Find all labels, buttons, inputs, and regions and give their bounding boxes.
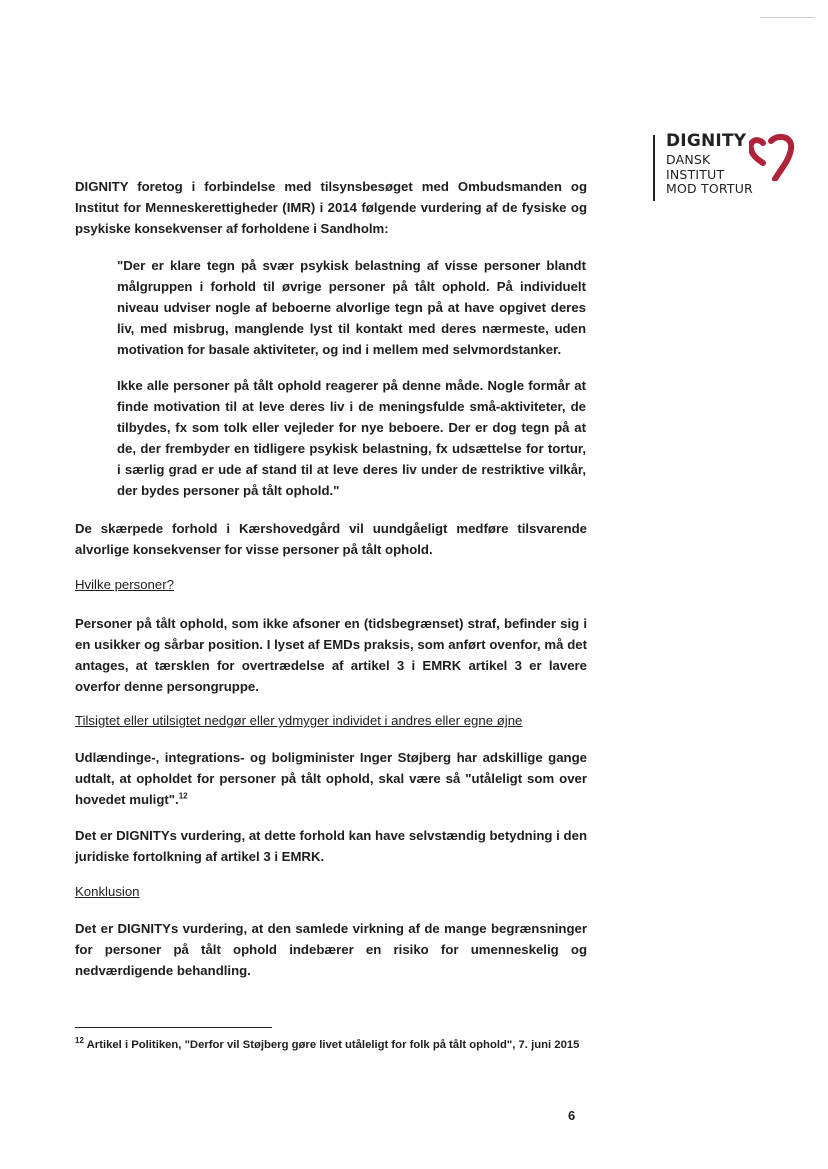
logo-text bbox=[666, 133, 753, 197]
top-rule bbox=[760, 17, 815, 18]
kaershovedgaard-paragraph: De skærpede forhold i Kærshovedgård vil uundgåeligt medføre tilsvarende alvorlige konsekvenser for visse personer på tålt ophold. bbox=[75, 521, 587, 557]
quote-paragraph-2: Ikke alle personer på tålt ophold reagerer på denne måde. Nogle formår at finde motivation til at leve deres liv i de meningsfulde små-aktiviteter, de tilbydes, fx som tolk eller vejleder for nye beboere. Der er dog tegn på at de, der frembyder en tidligere psykisk belastning, fx udsættelse for tortur, i særlig grad er ude af stand til at leve deres liv under de restriktive vilkår, der bydes personer på tålt ophold." bbox=[117, 378, 586, 498]
heart-icon bbox=[749, 133, 795, 181]
footnote-ref-12[interactable]: 12 bbox=[178, 791, 188, 801]
personer-paragraph: Personer på tålt ophold, som ikke afsoner en (tidsbegrænset) straf, befinder sig i en usikker og sårbar position. I lyset af EMDs praksis, som anført ovenfor, må det antages, at tærsklen for overtrædelse af artikel 3 i EMRK artikel 3 er lavere overfor denne persongruppe. bbox=[75, 616, 587, 694]
heading-tilsigtet: Tilsigtet eller utilsigtet nedgør eller ydmyger individet i andres eller egne øjne bbox=[75, 713, 523, 728]
footnote bbox=[75, 1037, 585, 1054]
footnote-text: Artikel i Politiken, "Derfor vil Støjberg gøre livet utåleligt for folk på tålt ophold", 7. juni 2015 bbox=[86, 1039, 580, 1051]
vurdering-paragraph: Det er DIGNITYs vurdering, at dette forhold kan have selvstændig betydning i den juridiske fortolkning af artikel 3 i EMRK. bbox=[75, 828, 587, 864]
footnote-number: 12 bbox=[75, 1036, 84, 1046]
logo-brand: DIGNITY bbox=[666, 131, 747, 151]
logo-divider bbox=[653, 135, 655, 201]
heading-hvilke-personer: Hvilke personer? bbox=[75, 577, 174, 592]
konklusion-paragraph: Det er DIGNITYs vurdering, at den samlede virkning af de mange begrænsninger for personer på tålt ophold indebærer en risiko for umenneskelig og nedværdigende behandling. bbox=[75, 921, 587, 978]
logo-line-1: DANSK bbox=[666, 152, 711, 167]
logo-line-3: MOD TORTUR bbox=[666, 181, 753, 196]
heading-konklusion: Konklusion bbox=[75, 884, 140, 899]
page-number: 6 bbox=[568, 1108, 576, 1123]
udlaendinge-text: Udlændinge-, integrations- og boligminister Inger Støjberg har adskillige gange udtalt, at opholdet for personer på tålt ophold, skal være så "utåleligt som over hovedet muligt". bbox=[75, 750, 587, 807]
quote-paragraph-1: "Der er klare tegn på svær psykisk belastning af visse personer blandt målgruppen i forhold til øvrige personer på tålt ophold. På individuelt niveau udviser nogle af beboerne alvorlige tegn på at have opgivet deres liv, med misbrug, manglende lyst til kontakt med deres nærmeste, uden motivation for basale aktiviteter, og ind i mellem med selvmordstanker. bbox=[117, 258, 586, 357]
footnote-separator bbox=[75, 1027, 272, 1028]
udlaendinge-paragraph bbox=[75, 747, 587, 810]
dignity-logo bbox=[653, 133, 803, 203]
intro-paragraph: DIGNITY foretog i forbindelse med tilsynsbesøget med Ombudsmanden og Institut for Menneskerettigheder (IMR) i 2014 følgende vurdering af de fysiske og psykiske konsekvenser af forholdene i Sandholm: bbox=[75, 179, 587, 236]
logo-line-2: INSTITUT bbox=[666, 166, 725, 182]
